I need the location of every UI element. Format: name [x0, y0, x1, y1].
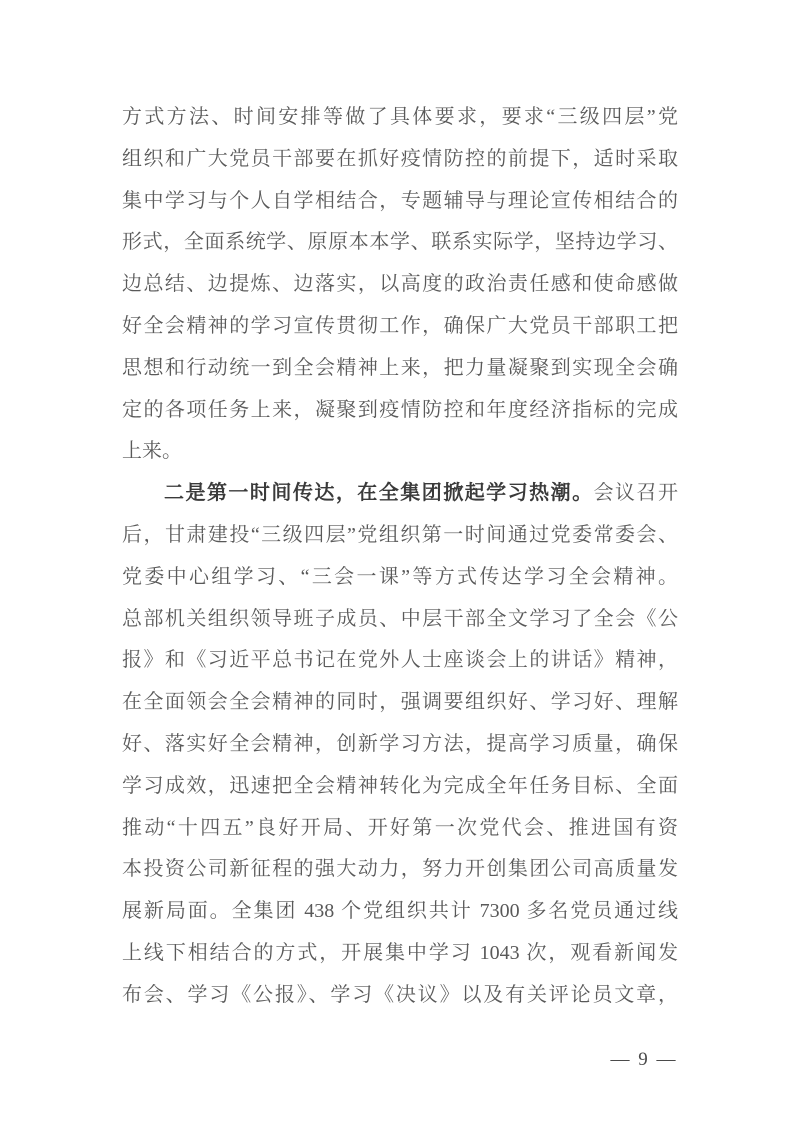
- text-line: 形式，全面系统学、原原本本学、联系实际学，坚持边学习、: [122, 231, 678, 254]
- page-number: — 9 —: [610, 1049, 678, 1070]
- paragraph-continuation: [122, 97, 678, 473]
- text-line: 报》和《习近平总书记在党外人士座谈会上的讲话》精神，: [122, 649, 678, 672]
- text-line: 推动“十四五”良好开局、开好第一次党代会、推进国有资: [122, 816, 678, 839]
- paragraph-second: [122, 473, 678, 1016]
- document-body: [122, 97, 678, 1017]
- text-line: 上线下相结合的方式，开展集中学习 1043 次，观看新闻发: [122, 941, 678, 964]
- bold-lead-sentence: 二是第一时间传达，在全集团掀起学习热潮。: [164, 482, 594, 505]
- text-line: 定的各项任务上来，凝聚到疫情防控和年度经济指标的完成: [122, 398, 678, 421]
- text-line: 本投资公司新征程的强大动力，努力开创集团公司高质量发: [122, 858, 678, 881]
- text-line: 方式方法、时间安排等做了具体要求，要求“三级四层”党: [122, 106, 678, 128]
- text-line: 好全会精神的学习宣传贯彻工作，确保广大党员干部职工把: [122, 314, 678, 337]
- text-line: 好、落实好全会精神，创新学习方法，提高学习质量，确保: [122, 732, 678, 755]
- text-line: 在全面领会全会精神的同时，强调要组织好、学习好、理解: [122, 691, 678, 714]
- text-line: 布会、学习《公报》、学习《决议》以及有关评论员文章，: [122, 983, 678, 1006]
- text-line: 思想和行动统一到全会精神上来，把力量凝聚到实现全会确: [122, 356, 678, 379]
- paragraph-lead-line: [122, 473, 678, 515]
- text-line: 边总结、边提炼、边落实，以高度的政治责任感和使命感做: [122, 273, 678, 296]
- text-line: 展新局面。全集团 438 个党组织共计 7300 多名党员通过线: [122, 900, 678, 923]
- text-line: 总部机关组织领导班子成员、中层干部全文学习了全会《公: [122, 607, 678, 630]
- text-line: 党委中心组学习、“三会一课”等方式传达学习全会精神。: [122, 565, 678, 588]
- text-line: 组织和广大党员干部要在抓好疫情防控的前提下，适时采取: [122, 147, 678, 170]
- text-line: 集中学习与个人自学相结合，专题辅导与理论宣传相结合的: [122, 189, 678, 212]
- text-line: 后，甘肃建投“三级四层”党组织第一时间通过党委常委会、: [122, 523, 678, 546]
- text-line: 学习成效，迅速把全会精神转化为完成全年任务目标、全面: [122, 774, 678, 797]
- text-line: 上来。: [122, 440, 182, 463]
- lead-rest-text: 会议召开: [593, 482, 678, 505]
